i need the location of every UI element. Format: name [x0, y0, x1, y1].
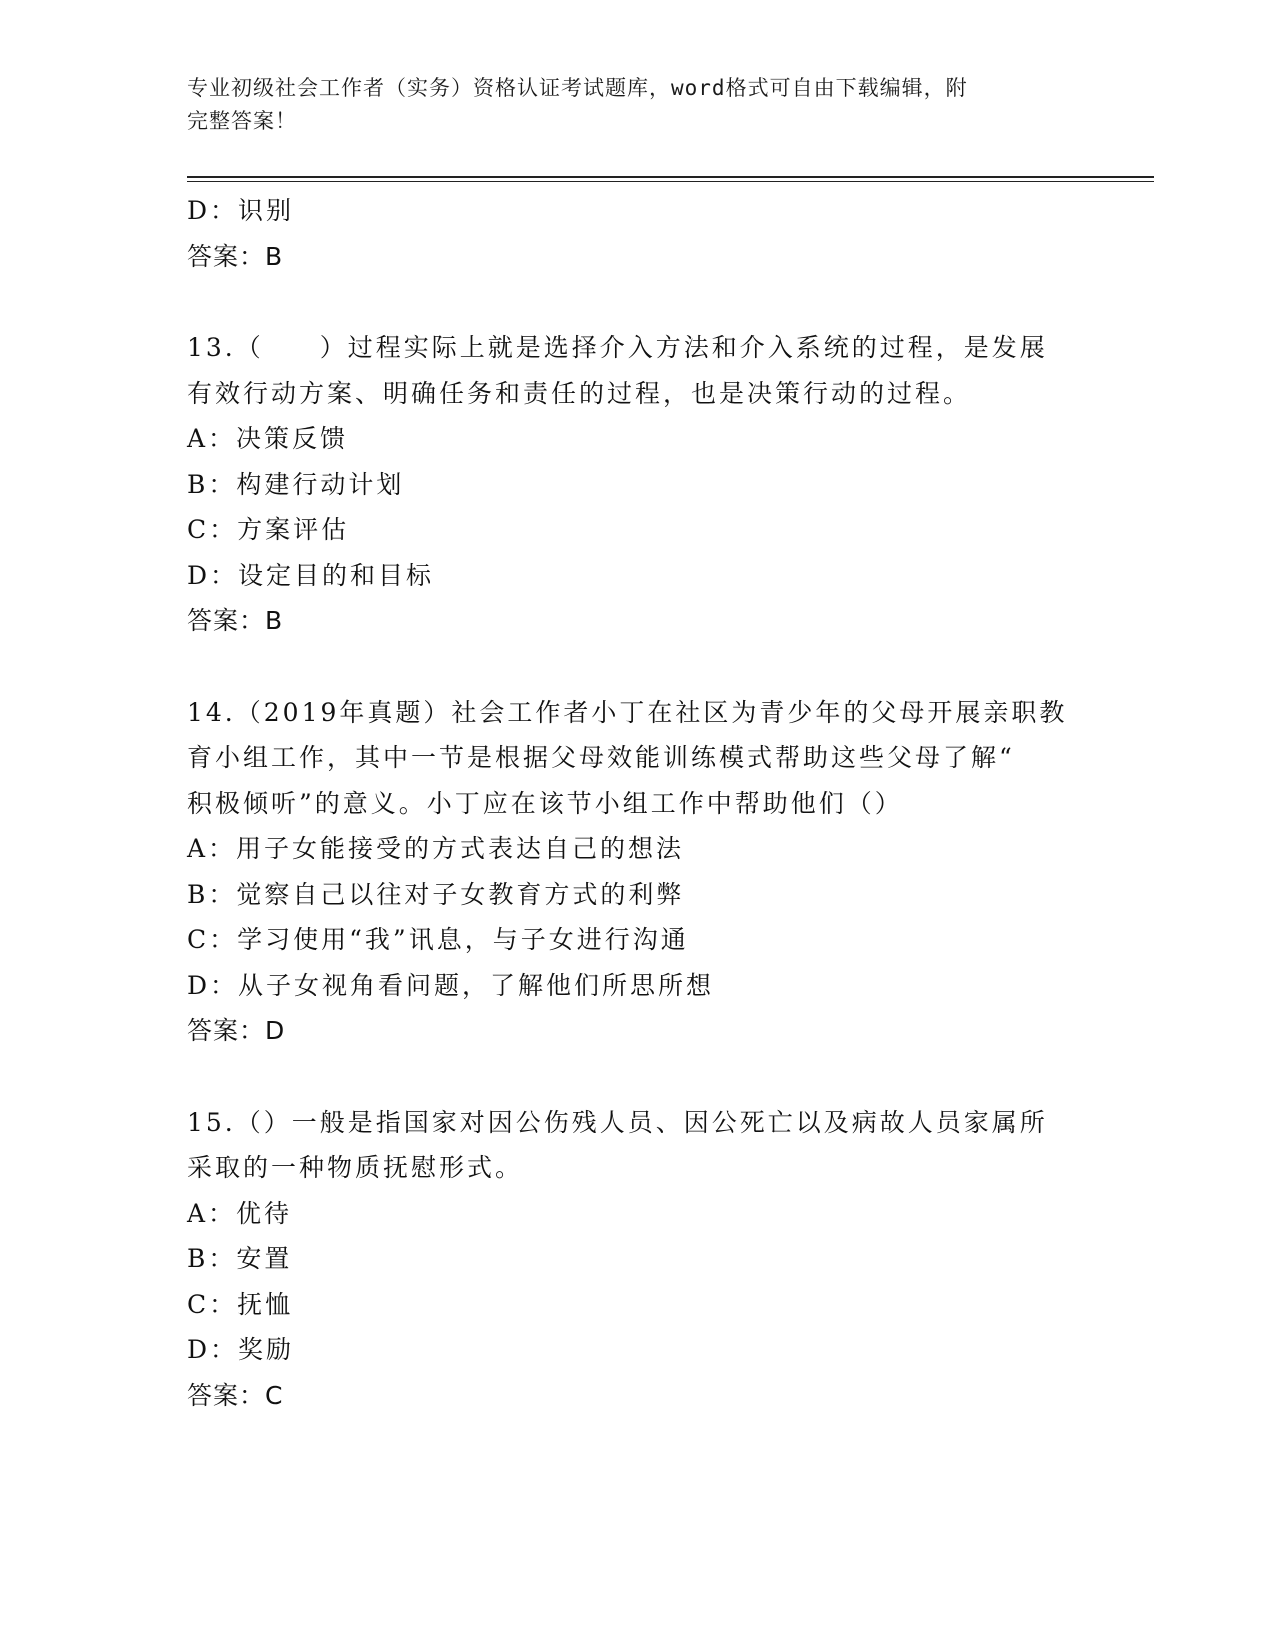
answer-line: 答案：B [187, 606, 284, 635]
option-b: B：安置 [187, 1244, 293, 1273]
question-stem-line: 14.（2019年真题）社会工作者小丁在社区为青少年的父母开展亲职教 [187, 697, 1068, 727]
question-stem-line: 育小组工作，其中一节是根据父母效能训练模式帮助这些父母了解“ [187, 743, 1015, 772]
option-c: C：抚恤 [187, 1289, 294, 1319]
option-a: A：用子女能接受的方式表达自己的想法 [187, 834, 685, 863]
question-stem-line: 有效行动方案、明确任务和责任的过程，也是决策行动的过程。 [187, 378, 972, 408]
header-divider-thin [187, 181, 1154, 182]
question-12-tail [187, 188, 1137, 279]
spacer [187, 644, 1137, 690]
option-b: B：构建行动计划 [187, 469, 405, 499]
spacer [187, 1054, 1137, 1100]
answer-line: 答案：D [187, 1016, 286, 1045]
question-stem-line: 15.（）一般是指国家对因公伤残人员、因公死亡以及病故人员家属所 [187, 1107, 1048, 1137]
header-line-1: 专业初级社会工作者（实务）资格认证考试题库，word格式可自由下载编辑，附 [187, 76, 968, 100]
page-header [187, 72, 1087, 138]
option-a: A：优待 [187, 1198, 293, 1228]
option-b: B：觉察自己以往对子女教育方式的利弊 [187, 879, 685, 909]
option-d: D：识别 [187, 196, 295, 225]
option-d: D：设定目的和目标 [187, 560, 435, 590]
answer-line: 答案：C [187, 1380, 284, 1410]
question-stem-line: 积极倾听”的意义。小丁应在该节小组工作中帮助他们（） [187, 788, 903, 818]
question-13 [187, 325, 1137, 644]
answer-line: 答案：B [187, 241, 284, 271]
option-c: C：学习使用“我”讯息，与子女进行沟通 [187, 925, 689, 954]
question-stem-line: 采取的一种物质抚慰形式。 [187, 1153, 524, 1182]
option-d: D：从子女视角看问题，了解他们所思所想 [187, 970, 715, 1000]
question-15 [187, 1100, 1137, 1419]
header-divider-thick [187, 176, 1154, 178]
option-a: A：决策反馈 [187, 424, 349, 453]
option-c: C：方案评估 [187, 515, 350, 544]
spacer [187, 279, 1137, 325]
question-14 [187, 690, 1137, 1054]
question-stem-line: 13.（ ）过程实际上就是选择介入方法和介入系统的过程，是发展 [187, 333, 1048, 362]
option-d: D：奖励 [187, 1335, 295, 1364]
question-content [187, 188, 1137, 1418]
header-line-2: 完整答案！ [187, 109, 297, 133]
